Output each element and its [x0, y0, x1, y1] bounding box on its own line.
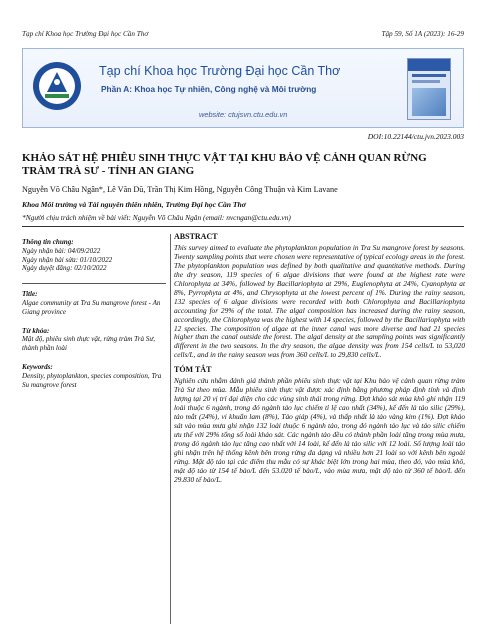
running-head-volume: Tập 59, Số 1A (2023): 16-29 [381, 30, 464, 38]
article-info-sidebar [22, 238, 166, 399]
journal-website[interactable]: website: ctujsvn.ctu.edu.vn [199, 110, 288, 119]
english-keywords-block [22, 363, 166, 389]
received-date [22, 247, 166, 256]
author-affiliation: Khoa Môi trường và Tài nguyên thiên nhiên, Trường Đại học Cần Thơ [22, 200, 246, 209]
received-label: Ngày nhận bài: [22, 246, 67, 255]
accepted-date [22, 264, 166, 273]
english-title-text: Algae community at Tra Su mangrove forest - An Giang province [22, 298, 161, 316]
running-head-journal: Tạp chí Khoa học Trường Đại học Cần Thơ [22, 30, 149, 38]
tom-tat-heading: TÓM TẮT [174, 365, 212, 375]
tom-tat-text: Nghiên cứu nhằm đánh giá thành phần phiêu sinh thực vật tại Khu bảo vệ cảnh quan rừng tràm Trà Sư theo mùa. Mẫu phiêu sinh thực vật được xác định bằng phương pháp định tính và định lượng tại 20 vị trí đại diện cho các vùng sinh thái trong rừng. Đợt khảo sát mùa khô ghi nhận 119 loài thuộc 6 ngành, trong đó ngành tảo lục chiếm tỉ lệ cao nhất (34%), kế đến là tảo silic (29%), tảo mắt (24%), vi khuẩn lam (8%), Tảo giáp (4%), và thấp nhất là tảo vàng kim (1%). Đợt khảo sát vào mùa mưa ghi nhận 132 loài thuộc 6 ngành tảo, trong đó ngành tảo lục và tảo silic chiếm ưu thế với 29% tổng số loài khảo sát. Các ngành tảo đều có thành phần loài tăng trong mùa mưa, trong đó ngành tảo lục tăng cao nhất với 14 loài, kế đến là tảo silic với 12 loài. Số lượng loài tảo ghi nhận trên hệ thống kênh bên trong rừng đa dạng và nhiều hơn 21 loài so với kênh bên ngoài rừng. Mật độ tảo tại các điểm thu mẫu có sự khác biệt lớn trong hai mùa, theo đó, vào mùa khô, mật độ tảo từ 154 tế bào/L đến 53.020 tế bào/L, vào mùa mưa, mật độ tảo từ 360 tế bào/L đến 29.830 tế bào/L. [174, 376, 465, 484]
sidebar-divider [22, 283, 166, 284]
info-heading: Thông tin chung: [22, 238, 74, 246]
english-keywords-heading: Keywords: [22, 362, 53, 371]
article-doi[interactable]: DOI:10.22144/ctu.jvn.2023.003 [367, 132, 464, 141]
article-dates [22, 238, 166, 273]
vietnamese-keywords-block [22, 327, 166, 353]
university-logo-icon [31, 60, 83, 112]
running-head [22, 30, 464, 42]
vietnamese-keywords-heading: Từ khóa: [22, 326, 50, 335]
received-value: 04/09/2022 [67, 246, 101, 255]
abstract-text: This survey aimed to evaluate the phytoplankton population in Tra Su mangrove forest by seasons. Twenty sampling points that were chosen were representative of typical ecology areas in the forest. The phytoplankton population was defined by both qualitative and quantitative methods. During the dry season, 119 species of 6 algae divisions that were found at the highest rate were Chlorophyta at 34%, followed by Bacillariophyta at 29%, Euglenophyta at 24%, Cyanophyta at 8%, Pyrrophyta at 4%, and Chrysophyta at the lowest percent of 1%. During the rainy season, 132 species of 6 algae divisions were recorded with both Chlorophyta and Bacillariophyta accounting for 29% of the total. The algal composition has increased during the rainy season, accordingly, the Chlorophyta was the highest with 14 species, followed by the Bacillariophyta with 12 species. The composition of algae at the inner canal was more diverse and had 21 species higher than the canal outside the forest. The algal density at the sampling points was significantly different in the two seasons. In the dry season, the algae density was from 154 cells/L to 53,020 cells/L, and in the rainy season was from 360 cells/L to 29,830 cells/L. [174, 242, 465, 360]
vietnamese-keywords-text: Mật độ, phiêu sinh thực vật, rừng tràm Trà Sư, thành phần loài [22, 335, 155, 353]
english-title-heading: Title: [22, 290, 38, 299]
header-divider [22, 226, 464, 227]
abstract-heading: ABSTRACT [174, 232, 218, 241]
column-separator [170, 234, 171, 624]
corresponding-author: *Người chịu trách nhiệm về bài viết: Nguyễn Võ Châu Ngân (email: nvcngan@ctu.edu.vn) [22, 213, 291, 222]
journal-name: Tạp chí Khoa học Trường Đại học Cần Thơ [99, 64, 341, 78]
english-title-block [22, 290, 166, 316]
english-keywords-text: Density, phytoplankton, species composition, Tra Su mangrove forest [22, 371, 162, 389]
abstract-column [174, 233, 465, 485]
journal-section: Phần A: Khoa học Tự nhiên, Công nghệ và Môi trường [101, 84, 317, 94]
author-list: Nguyễn Võ Châu Ngân*, Lê Văn Dũ, Trần Thị Kim Hồng, Nguyễn Công Thuận và Kim Lavane [22, 185, 338, 194]
journal-masthead [22, 48, 464, 128]
revised-date [22, 256, 166, 265]
article-title: KHẢO SÁT HỆ PHIÊU SINH THỰC VẬT TẠI KHU BẢO VỆ CẢNH QUAN RỪNG TRÀM TRÀ SƯ - TỈNH AN GIANG [22, 152, 427, 177]
revised-value: 01/10/2022 [79, 255, 113, 264]
accepted-label: Ngày duyệt đăng: [22, 264, 73, 273]
revised-label: Ngày nhận bài sửa: [22, 255, 79, 264]
journal-cover-thumbnail [407, 58, 451, 120]
accepted-value: 02/10/2022 [74, 264, 107, 273]
